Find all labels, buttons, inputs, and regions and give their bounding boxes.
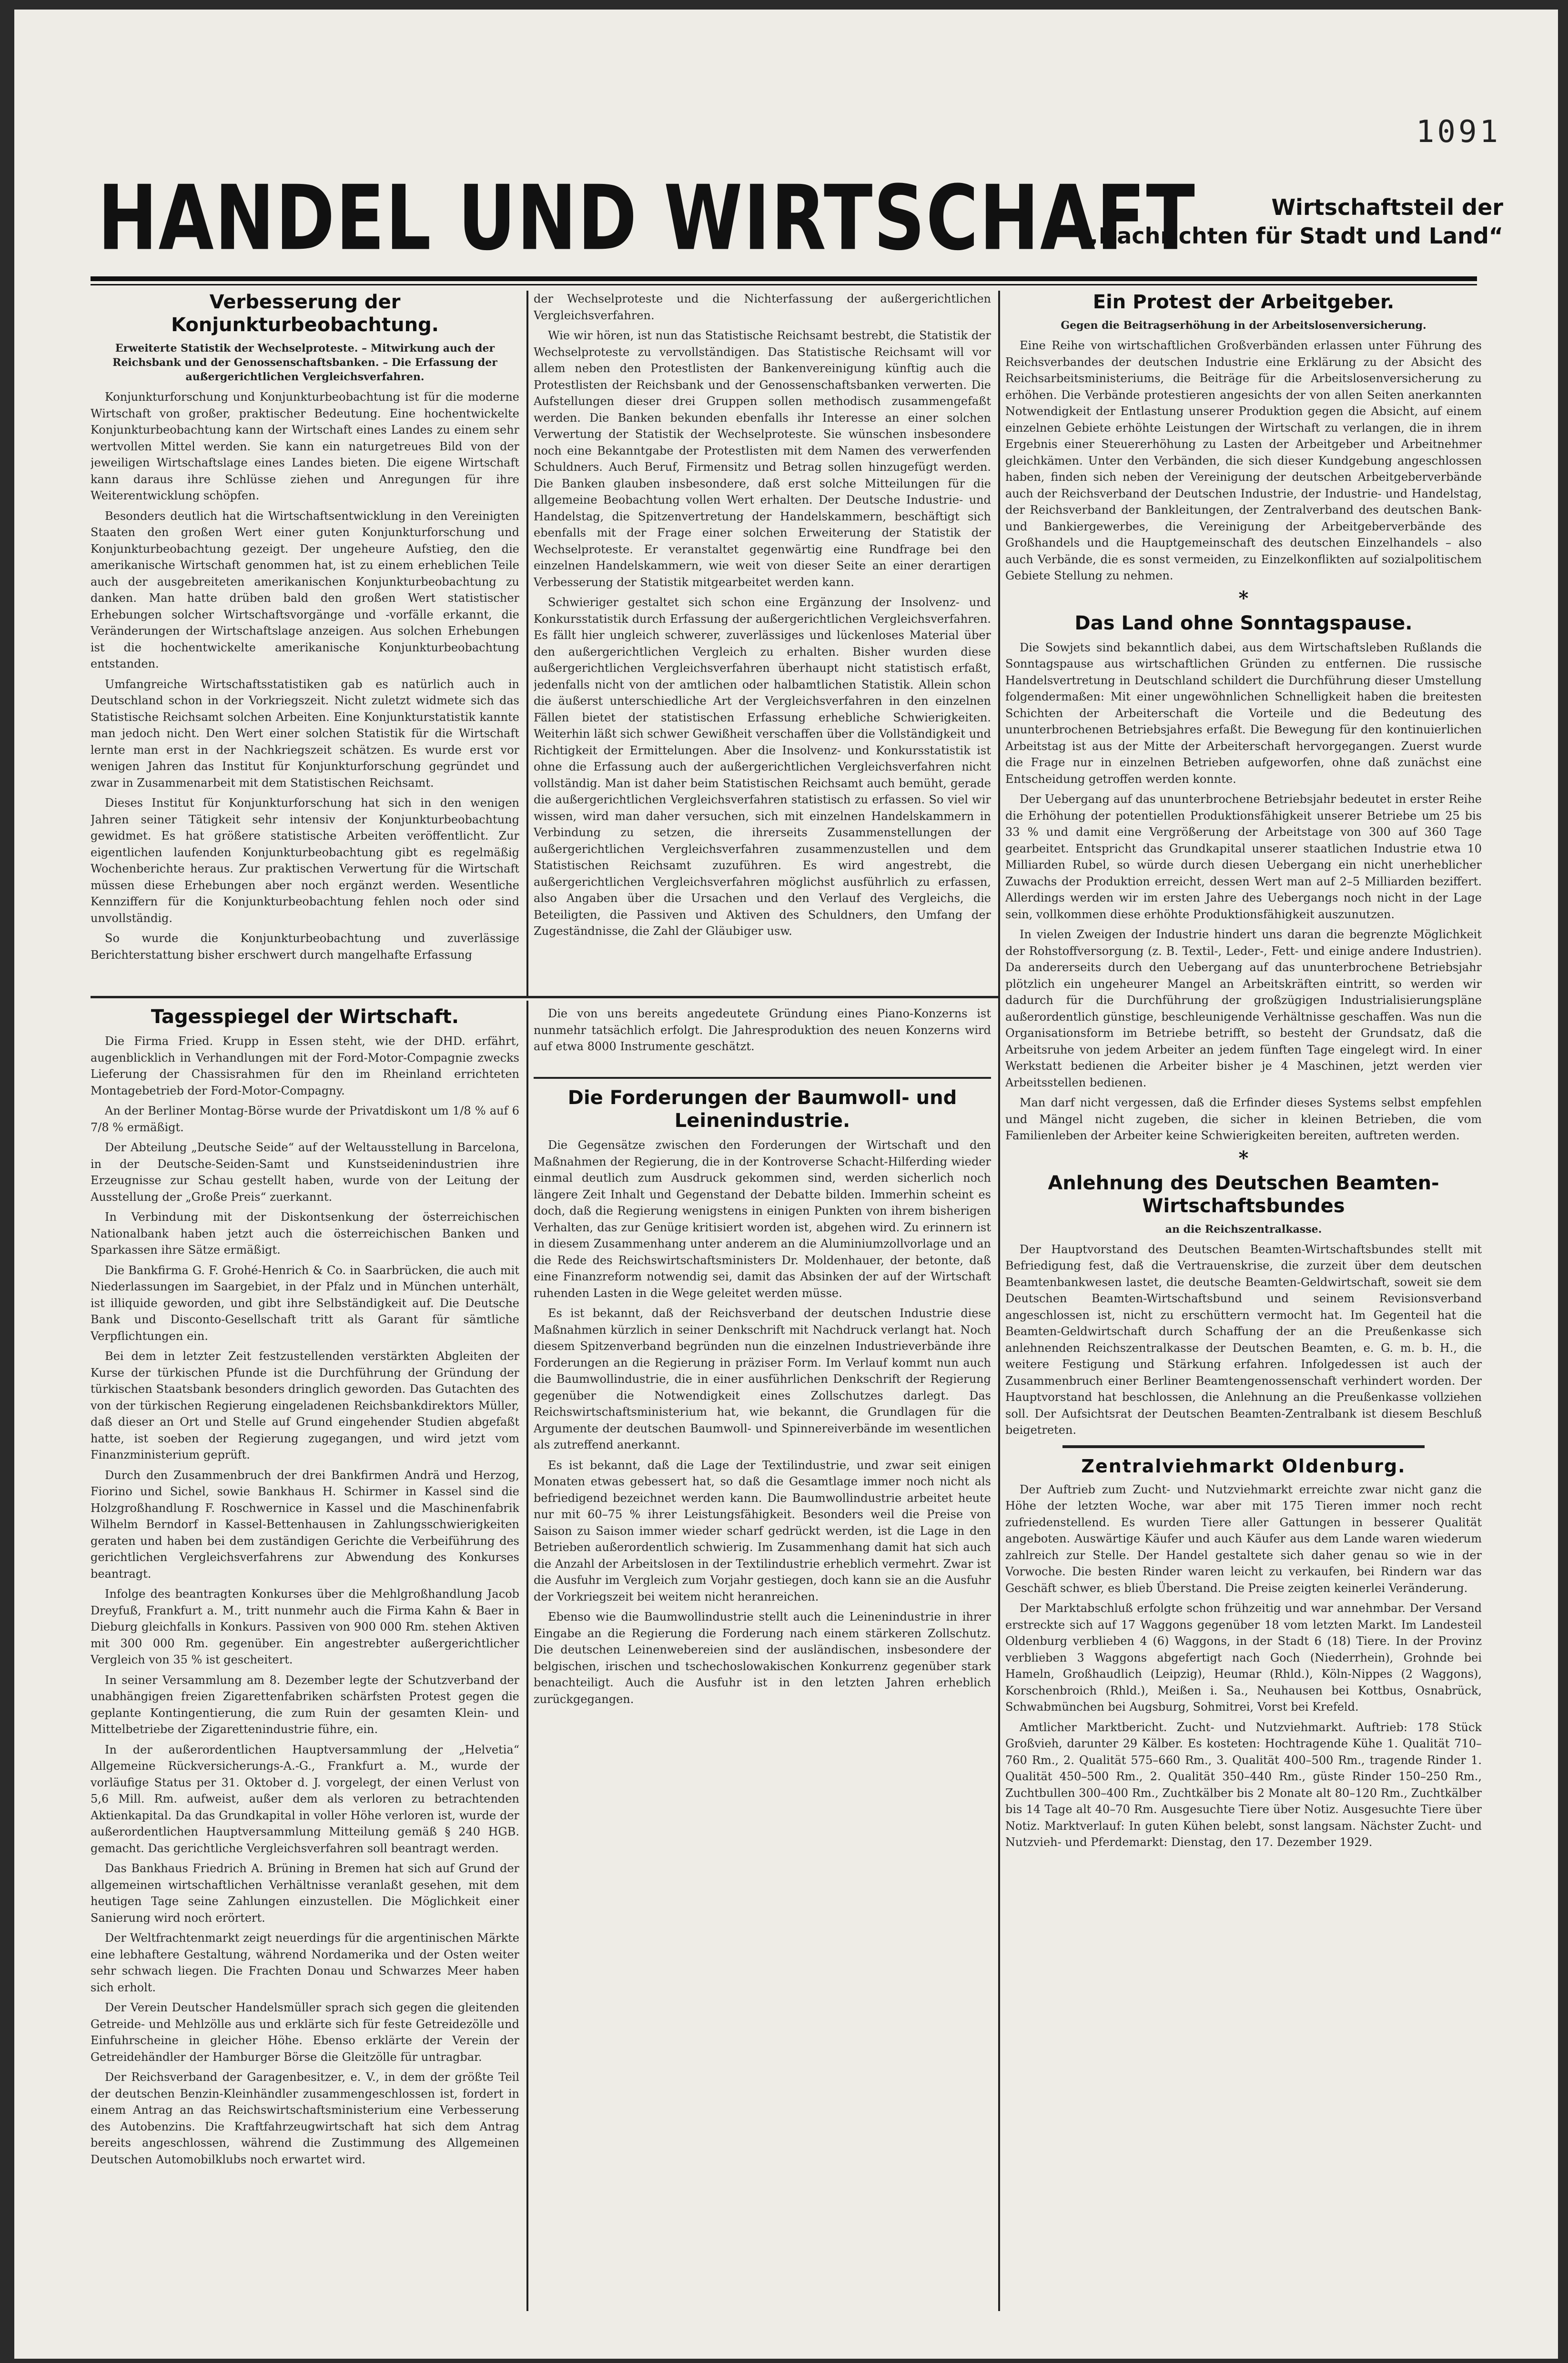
masthead-rule-thin (91, 284, 1477, 285)
paragraph: Wie wir hören, ist nun das Statistische Reichsamt bestrebt, die Statistik der Wechselproteste zu vervollständigen. Das Statistische Reichsamt will vor allem neben den Protestlisten der Bankenvereinigung künftig auch die Protestlisten der Reichsbank und der Genossenschaftsbanken verwerten. Die Aufstellungen dieser drei Gruppen sollen methodisch zusammengefaßt werden. Die Banken bekunden ebenfalls ihr Interesse an einer solchen Verwertung der Statistik der Wechselproteste. Sie wünschen insbesondere noch eine Bekanntgabe der Protestlisten mit dem Namen des verwerfenden Schuldners. Auch Beruf, Firmensitz und Betrag sollen hinzugefügt werden. Die Banken glauben insbesondere, daß erst solche Mitteilungen für die allgemeine Beobachtung vollen Wert erhalten. Der Deutsche Industrie- und Handelstag, die Spitzenvertretung der Handelskammern, beschäftigt sich ebenfalls mit der Frage einer solchen Erweiterung der Statistik der Wechselproteste. Er veranstaltet gegenwärtig eine Rundfrage bei den einzelnen Handelskammern, wie weit von dieser Seite an einer derartigen Verbesserung der Statistik mitgearbeitet werden kann. (534, 329, 991, 589)
paragraph: Es ist bekannt, daß der Reichsverband der deutschen Industrie diese Maßnahmen kürzlich in seiner Denkschrift mit Nachdruck verlangt hat. Noch diesem Spitzenverband begründen nun die einzelnen Industrieverbände ihre Forderungen an die Regierung in präziser Form. Im Verlauf kommt nun auch die Baumwollindustrie, die in einer ausführlichen Denkschrift der Regierung gegenüber die Notwendigkeit eines Zollschutzes darlegt. Das Reichswirtschaftsministerium hat, wie bekannt, die Grundlagen für die Argumente der deutschen Baumwoll- und Spinnereiverbände im wesentlichen als zutreffend anerkannt. (534, 1307, 991, 1451)
article-title: Anlehnung des Deutschen Beamten-Wirtschaftsbundes (1048, 1172, 1439, 1217)
news-item: Der Abteilung „Deutsche Seide“ auf der Weltausstellung in Barcelona, in der Deutsche-Seiden-Samt und Kunstseidenindustrien ihre Erzeugnisse zur Schau gestellt haben, wurde von der Leitung der Ausstellung der „Große Preis“ zuerkannt. (91, 1141, 519, 1204)
paragraph: Ebenso wie die Baumwollindustrie stellt auch die Leinenindustrie in ihrer Eingabe an die Regierung die Forderung nach einem stärkeren Zollschutz. Die deutschen Leinenwebereien sind der ausländischen, insbesondere der belgischen, irischen und tschechoslowakischen Konkurrenz gegenüber stark benachteiligt. Auch die Ausfuhr ist in den letzten Jahren erheblich zurückgegangen. (534, 1610, 991, 1706)
article-arbeitgeber (1005, 291, 1482, 584)
page-number: 1091 (1416, 114, 1501, 150)
article-title: Tagesspiegel der Wirtschaft. (151, 1006, 459, 1028)
paragraph: Die Sowjets sind bekanntlich dabei, aus dem Wirtschaftsleben Rußlands die Sonntagspause aus wirtschaftlichen Gründen zu entfernen. Die russische Handelsvertretung in Deutschland schildert die Durchführung dieser Umstellung folgendermaßen: Mit einer ungewöhnlichen Schnelligkeit haben die breitesten Schichten der Arbeiterschaft die Vorteile und die Bedeutung des ununterbrochenen Betriebsjahres erfaßt. Die Bewegung für den kontinuierlichen Arbeitstag ist aus der Mitte der Arbeiterschaft hervorgegangen. Zuerst wurde die Frage nur in einzelnen Betrieben aufgeworfen, ohne daß zunächst eine Entscheidung getroffen werden konnte. (1005, 640, 1482, 786)
article-baumwolle (534, 1086, 991, 2311)
article-oldenburg (1005, 1456, 1482, 1851)
paragraph: Schwieriger gestaltet sich schon eine Ergänzung der Insolvenz- und Konkursstatistik durch Erfassung der außergerichtlichen Vergleichsverfahren. Es fällt hier ungleich schwerer, zuverlässiges und lückenloses Material über den außergerichtlichen Vergleich zu erhalten. Bisher wurden diese außergerichtlichen Vergleichsverfahren überhaupt nicht statistisch erfaßt, jedenfalls nicht von der amtlichen oder halbamtlichen Statistik. Allein schon die äußerst unterschiedliche Art der Vergleichsverfahren in den einzelnen Fällen bietet der statistischen Erfassung erhebliche Schwierigkeiten. Weiterhin läßt sich schwer Gewißheit verschaffen über die Vollständigkeit und Richtigkeit der Ermittelungen. Aber die Insolvenz- und Konkursstatistik ist ohne die Erfassung auch der außergerichtlichen Vergleichsverfahren nicht vollständig. Man ist daher beim Statistischen Reichsamt auch bemüht, gerade die außergerichtlichen Vergleichsverfahren statistisch zu erfassen. So viel wir wissen, wird man daher versuchen, sich mit einzelnen Handelskammern in Verbindung zu setzen, die ihrerseits Zusammenstellungen der außergerichtlichen Vergleichsverfahren zusammenzustellen und dem Statistischen Reichsamt zuzuführen. Es wird angestrebt, die außergerichtlichen Vergleichsverfahren möglichst ausführlich zu erfassen, also Angaben über die Ursachen und den Verlauf des Vergleichs, die Beteiligten, die Passiven und Aktiven des Schuldners, den Umfang der Zugeständnisse, die Zahl der Gläubiger usw. (534, 596, 991, 938)
article-piano (534, 1005, 991, 1082)
paragraph: So wurde die Konjunkturbeobachtung und zuverlässige Berichterstattung bisher erschwert durch mangelhafte Erfassung (91, 932, 519, 962)
news-item: Die Bankfirma G. F. Grohé-Henrich & Co. in Saarbrücken, die auch mit Niederlassungen im Saargebiet, in der Pfalz und in München unterhält, ist illiquide geworden, und gibt ihre Selbständigkeit auf. Die Deutsche Bank und Disconto-Gesellschaft tritt als Garant für sämtliche Verpflichtungen ein. (91, 1263, 519, 1343)
paragraph: Die von uns bereits angedeutete Gründung eines Piano-Konzerns ist nunmehr tatsächlich erfolgt. Die Jahresproduktion des neuen Konzerns wird auf etwa 8000 Instrumente geschätzt. (534, 1007, 991, 1053)
paragraph: In vielen Zweigen der Industrie hindert uns daran die begrenzte Möglichkeit der Rohstoffversorgung (z. B. Textil-, Leder-, Fett- und einige andere Industrien). Da andererseits durch den Uebergang auf das ununterbrochene Betriebsjahr plötzlich ein ungeheurer Mangel an Arbeitskräften eintritt, so werden wir dadurch für die Durchführung der großzügigen Industrialisierungspläne außerordentlich günstige, beschleunigende Verhältnisse geschaffen. Was nun die Organisationsform im Betriebe betrifft, so besteht der Grundsatz, daß die Arbeitsruhe von jedem Arbeiter an jedem fünften Tage eingelegt wird. In einer Werkstatt bedienen die Arbeiter bisher je 4 Maschinen, jetzt werden vier Arbeitsstellen bedienen. (1005, 928, 1482, 1089)
masthead-subtitle (1084, 193, 1503, 250)
news-item: Bei dem in letzter Zeit festzustellenden verstärkten Abgleiten der Kurse der türkischen Pfunde ist die Durchführung der Gründung der türkischen Staatsbank besonders dringlich geworden. Das Gutachten des von der türkischen Regierung eingeladenen Reichsbankdirektors Müller, daß dieser an Ort und Stelle auf Grund eingehender Studien abgefaßt hatte, ist soeben der Regierung zugegangen, und wird jetzt vom Finanzministerium geprüft. (91, 1349, 519, 1461)
column-divider (526, 291, 528, 996)
paragraph: Eine Reihe von wirtschaftlichen Großverbänden erlassen unter Führung des Reichsverbandes der deutschen Industrie eine Erklärung zu der Absicht des Reichsarbeitsministeriums, die Beiträge für die Arbeitslosenversicherung zu erhöhen. Die Verbände protestieren angesichts der von allen Seiten anerkannten Notwendigkeit der Entlastung unserer Produktion gegen die Absicht, auf einem einzelnen Gebiete erhöhte Leistungen der Wirtschaft zu verlangen, die in ihrem Ergebnis einer Steuererhöhung zu Lasten der Arbeitgeber und Arbeitnehmer gleichkämen. Unter den Verbänden, die sich dieser Kundgebung angeschlossen haben, finden sich neben der Vereinigung der deutschen Arbeitgeberverbände auch der Reichsverband der Deutschen Industrie, der Industrie- und Handelstag, der Reichsverband der Bankleitungen, der Zentralverband des deutschen Bank- und Bankiergewerbes, die Vereinigung der Arbeitgeberverbände des Großhandels und die Hauptgemeinschaft des deutschen Einzelhandels – also auch Verbände, die es sonst vermeiden, zu Einzelkonflikten auf sozialpolitischem Gebiete Stellung zu nehmen. (1005, 339, 1482, 582)
newspaper-page (14, 10, 1558, 2359)
news-item: An der Berliner Montag-Börse wurde der Privatdiskont um 1/8 % auf 6 7/8 % ermäßigt. (91, 1104, 519, 1134)
section-divider (1062, 1445, 1425, 1448)
news-item: In Verbindung mit der Diskontsenkung der österreichischen Nationalbank haben jetzt auch die österreichischen Banken und Sparkassen ihre Sätze ermäßigt. (91, 1210, 519, 1257)
news-item: In seiner Versammlung am 8. Dezember legte der Schutzverband der unabhängigen freien Zigarettenfabriken schärfsten Protest gegen die geplante Kontingentierung, die zum Ruin der gesamten Klein- und Mittelbetriebe der Zigarettenindustrie führe, ein. (91, 1673, 519, 1736)
news-item: Durch den Zusammenbruch der drei Bankfirmen Andrä und Herzog, Fiorino und Sichel, sowie Bankhaus H. Schirmer in Kassel sind die Holzgroßhandlung F. Roschwernice in Kassel und die Maschinenfabrik Wilhelm Berndorf in Kassel-Bettenhausen in Zahlungsschwierigkeiten geraten und haben bei dem zuständigen Gerichte die Verbeiführung des gerichtlichen Vergleichsverfahrens zur Abwendung des Konkurses beantragt. (91, 1468, 519, 1581)
news-item: Die Firma Fried. Krupp in Essen steht, wie der DHD. erfährt, augenblicklich in Verhandlungen mit der Ford-Motor-Compagnie zwecks Lieferung der Chassisrahmen für den im Rheinland errichteten Montagebetrieb der Ford-Motor-Compagny. (91, 1034, 519, 1097)
column-divider (526, 1001, 528, 2311)
paragraph: Man darf nicht vergessen, daß die Erfinder dieses Systems selbst empfehlen und Mängel nicht zugeben, die sicher in kleinen Betrieben, die vom Familienleben der Arbeiter keine Schwierigkeiten bereiten, auftreten werden. (1005, 1096, 1482, 1142)
news-item: Der Verein Deutscher Handelsmüller sprach sich gegen die gleitenden Getreide- und Mehlzölle aus und erklärte sich für feste Getreidezölle und Einfuhrscheine in gleicher Höhe. Ebenso erklärte der Verein der Getreidehändler der Hamburger Börse die Gleitzölle für untragbar. (91, 2001, 519, 2064)
masthead-title: HANDEL UND WIRTSCHAFT (98, 167, 1196, 271)
paragraph: Der Hauptvorstand des Deutschen Beamten-Wirtschaftsbundes stellt mit Befriedigung fest, daß die Vertrauenskrise, die zurzeit über dem deutschen Beamtenbankwesen lastet, die deutsche Beamten-Geldwirtschaft, soweit sie dem Deutschen Beamten-Wirtschaftsbund und seinem Revisionsverband angeschlossen ist, nicht zu erschüttern vermocht hat. Im Gegenteil hat die Beamten-Geldwirtschaft durch Schaffung der an die Preußenkasse sich anlehnenden Reichszentralkasse der Deutschen Beamten, e. G. m. b. H., die weitere Festigung und Stärkung erfahren. Infolgedessen ist auch der Zusammenbruch einer Berliner Beamtengenossenschaft verhindert worden. Der Hauptvorstand hat beschlossen, die Anlehnung an die Preußenkasse vollziehen soll. Der Aufsichtsrat der Deutschen Beamten-Zentralbank ist diesem Beschluß beigetreten. (1005, 1242, 1482, 1437)
article-title: Zentralviehmarkt Oldenburg. (1081, 1455, 1406, 1477)
masthead-subtitle-line1: Wirtschaftsteil der (1271, 194, 1503, 220)
paragraph: Besonders deutlich hat die Wirtschaftsentwicklung in den Vereinigten Staaten den großen Wert einer guten Konjunkturforschung und Konjunkturbeobachtung gezeigt. Der ungeheure Aufstieg, den die amerikanische Wirtschaft genommen hat, ist zu einem erheblichen Teile auch der ausgebreiteten amerikanischen Konjunkturbeobachtung zu danken. Man hatte drüben bald den großen Wert statistischer Erhebungen solcher Wirtschaftsvorgänge und -vorfälle erkannt, die Veränderungen der Wirtschaftslage anzeigen. Aus solchen Erhebungen ist die hochentwickelte amerikanische Konjunkturbeobachtung entstanden. (91, 509, 519, 670)
separator-star: * (1238, 1146, 1249, 1169)
separator-star: * (1238, 587, 1249, 609)
news-item: Infolge des beantragten Konkurses über die Mehlgroßhandlung Jacob Dreyfuß, Frankfurt a. M., tritt nunmehr auch die Firma Kahn & Baer in Dieburg gleichfalls in Konkurs. Passiven von 900 000 Rm. stehen Aktiven mit 300 000 Rm. gegenüber. Ein angestrebter außergerichtlicher Vergleich von 35 % ist gescheitert. (91, 1587, 519, 1666)
paragraph: Der Uebergang auf das ununterbrochene Betriebsjahr bedeutet in erster Reihe die Erhöhung der potentiellen Produktionsfähigkeit unserer Betriebe um 25 bis 33 % und damit eine Vergrößerung der Arbeitstage von 300 auf 360 Tage gearbeitet. Entspricht das Grundkapital unserer staatlichen Industrie etwa 10 Milliarden Rubel, so würde durch diesen Uebergang ein nicht unerheblicher Zuwachs der Produktion erreicht, dessen Wert man auf 2–5 Milliarden beziffert. Allerdings werden wir im ersten Jahre des Uebergangs noch nicht in der Lage sein, vollkommen diese erhöhte Produktionsfähigkeit auszunutzen. (1005, 792, 1482, 921)
paragraph: Der Auftrieb zum Zucht- und Nutzviehmarkt erreichte zwar nicht ganz die Höhe der letzten Woche, war aber mit 175 Tieren immer noch recht zufriedenstellend. Es wurden Tiere aller Gattungen in besserer Qualität angeboten. Auswärtige Käufer und auch Käufer aus dem Lande waren wiederum zahlreich zur Stelle. Der Handel gestaltete sich daher genau so wie in der Vorwoche. Die besten Rinder waren leicht zu verkaufen, bei Rindern war das Geschäft schwer, es blieb Überstand. Die Preise zeigten keinerlei Veränderung. (1005, 1482, 1482, 1595)
paragraph: Dieses Institut für Konjunkturforschung hat sich in den wenigen Jahren seiner Tätigkeit sehr intensiv der Konjunkturbeobachtung gewidmet. Es hat größere statistische Arbeiten veröffentlicht. Zur eigentlichen laufenden Konjunkturbeobachtung gibt es regelmäßig Wochenberichte heraus. Zur praktischen Verwertung für die Wirtschaft müssen diese Erhebungen aber noch ergänzt werden. Wesentliche Kennziffern für die Konjunkturbeobachtung fehlen noch oder sind unvollständig. (91, 796, 519, 925)
article-title: Das Land ohne Sonntagspause. (1074, 612, 1413, 634)
section-divider (91, 996, 998, 998)
paragraph: Amtlicher Marktbericht. Zucht- und Nutzviehmarkt. Auftrieb: 178 Stück Großvieh, darunter 29 Kälber. Es kosteten: Hochtragende Kühe 1. Qualität 710–760 Rm., 2. Qualität 575–660 Rm., 3. Qualität 400–500 Rm., tragende Rinder 1. Qualität 450–500 Rm., 2. Qualität 350–440 Rm., güste Rinder 150–250 Rm., Zuchtbullen 300–400 Rm., Zuchtkälber bis 2 Monate alt 80–120 Rm., Zuchtkälber bis 14 Tage alt 40–70 Rm. Ausgesuchte Tiere über Notiz. Ausgesuchte Tiere über Notiz. Marktverlauf: In guten Kühen belebt, sonst langsam. Nächster Zucht- und Nutzvieh- und Pferdemarkt: Dienstag, den 17. Dezember 1929. (1005, 1720, 1482, 1849)
article-title: Ein Protest der Arbeitgeber. (1093, 291, 1395, 313)
news-item: Der Weltfrachtenmarkt zeigt neuerdings für die argentinischen Märkte eine lebhaftere Gestaltung, während Nordamerika und der Osten weiter sehr schwach liegen. Die Frachten Donau und Schwarzes Meer haben sich erholt. (91, 1931, 519, 1994)
masthead-rule (91, 276, 1477, 281)
paragraph: der Wechselproteste und die Nichterfassung der außergerichtlichen Vergleichsverfahren. (534, 292, 991, 322)
paragraph: Es ist bekannt, daß die Lage der Textilindustrie, und zwar seit einigen Monaten etwas gebessert hat, so daß die Gesamtlage immer noch nicht als befriedigend bezeichnet werden kann. Die Baumwollindustrie arbeitet heute nur mit 60–75 % ihrer Leistungsfähigkeit. Besonders weil die Preise von Saison zu Saison immer wieder scharf gedrückt werden, ist die Lage in den Betrieben außerordentlich schwierig. Im Zusammenhang damit hat sich auch die Anzahl der Arbeitslosen in der Textilindustrie erheblich vermehrt. Zwar ist die Ausfuhr im Vergleich zum Vorjahr gestiegen, doch kann sie an die Ausfuhr der Vorkriegszeit bei weitem nicht heranreichen. (534, 1458, 991, 1603)
article-title: Verbesserung der Konjunkturbeobachtung. (171, 291, 439, 336)
paragraph: Umfangreiche Wirtschaftsstatistiken gab es natürlich auch in Deutschland schon in der Vorkriegszeit. Nicht zuletzt widmete sich das Statistische Reichsamt solchen Arbeiten. Eine Konjunkturstatistik kannte man jedoch nicht. Den Wert einer solchen Statistik für die Wirtschaft lernte man erst in der Nachkriegszeit schätzen. Es wurde erst vor wenigen Jahren das Institut für Konjunkturforschung gegründet und zwar in Zusammenarbeit mit dem Statistischen Reichsamt. (91, 677, 519, 790)
paragraph: Konjunkturforschung und Konjunkturbeobachtung ist für die moderne Wirtschaft von großer, praktischer Bedeutung. Eine hochentwickelte Konjunkturbeobachtung kann der Wirtschaft eines Landes zu einem sehr wertvollen Mittel werden. Sie kann ein naturgetreues Bild von der jeweiligen Wirtschaftslage eines Landes bieten. Die eigene Wirtschaft kann daraus ihre Schlüsse ziehen und Anregungen für ihre Weiterentwicklung schöpfen. (91, 390, 519, 502)
article-sonntag (1005, 612, 1482, 1144)
news-item: Das Bankhaus Friedrich A. Brüning in Bremen hat sich auf Grund der allgemeinen wirtschaftlichen Verhältnisse veranlaßt gesehen, mit dem heutigen Tage seine Zahlungen einzustellen. Die Möglichkeit einer Sanierung wird noch erörtert. (91, 1862, 519, 1925)
article-title: Die Forderungen der Baumwoll- und Leinenindustrie. (567, 1087, 957, 1132)
article-subtitle: an die Reichszentralkasse. (1165, 1223, 1322, 1236)
section-divider (534, 1077, 991, 1079)
article-subtitle: Erweiterte Statistik der Wechselproteste. – Mitwirkung auch der Reichsbank und der Genossenschaftsbanken. – Die Erfassung der außergerichtlichen Vergleichsverfahren. (112, 342, 497, 383)
article-konjunktur-continued (534, 291, 991, 991)
column-right (1005, 291, 1482, 2311)
column-divider (998, 291, 1000, 2311)
article-konjunktur (91, 291, 519, 991)
article-subtitle: Gegen die Beitragserhöhung in der Arbeitslosenversicherung. (1061, 319, 1426, 332)
article-tagesspiegel (91, 1005, 519, 2311)
masthead (98, 167, 1503, 286)
news-item: In der außerordentlichen Hauptversammlung der „Helvetia“ Allgemeine Rückversicherungs-A.-G., Frankfurt a. M., wurde der vorläufige Status per 31. Oktober d. J. vorgelegt, der einen Verlust von 5,6 Mill. Rm. aufweist, außer dem als verloren zu betrachtenden Aktienkapital. Da das Grundkapital in voller Höhe verloren ist, wurde der außerordentlichen Hauptversammlung Mitteilung gemäß § 240 HGB. gemacht. Das gerichtliche Vergleichsverfahren soll beantragt werden. (91, 1743, 519, 1855)
news-item: Der Reichsverband der Garagenbesitzer, e. V., in dem der größte Teil der deutschen Benzin-Kleinhändler zusammengeschlossen ist, fordert in einem Antrag an das Reichswirtschaftsministerium eine Verbesserung des Autobenzins. Die Kraftfahrzeugwirtschaft hat sich dem Antrag bereits angeschlossen, während die Zustimmung des Allgemeinen Deutschen Automobilklubs noch erwartet wird. (91, 2070, 519, 2166)
paragraph: Der Marktabschluß erfolgte schon frühzeitig und war annehmbar. Der Versand erstreckte sich auf 17 Waggons gegenüber 18 vom letzten Markt. Im Landesteil Oldenburg verblieben 4 (6) Waggons, in der Stadt 6 (18) Tiere. In der Provinz verblieben 3 Waggons abgefertigt nach Goch (Niederrhein), Grohnde bei Hameln, Großhaudlich (Leipzig), Heumar (Rhld.), Köln-Nippes (2 Waggons), Korschenbroich (Rhld.), Meißen i. Sa., Neuhausen bei Kottbus, Osnabrück, Schwabmünchen bei Augsburg, Sohmitrei, Vorst bei Krefeld. (1005, 1602, 1482, 1714)
masthead-subtitle-line2: „Nachrichten für Stadt und Land“ (1084, 223, 1503, 249)
article-beamten (1005, 1172, 1482, 1439)
paragraph: Die Gegensätze zwischen den Forderungen der Wirtschaft und den Maßnahmen der Regierung, die in der Kontroverse Schacht-Hilferding wieder einmal deutlich zum Ausdruck gekommen sind, werden sicherlich noch längere Zeit Inhalt und Gegenstand der Debatte bilden. Immerhin scheint es doch, daß die Regierung wenigstens in einigen Punkten von ihrem bisherigen Verhalten, das zur Genüge kritisiert worden ist, abgehen wird. Zu erinnern ist in diesem Zusammenhang unter anderem an die Aluminiumzollvorlage und an die Rede des Reichswirtschaftsministers Dr. Moldenhauer, der betonte, daß eine Finanzreform notwendig sei, damit das Absinken der auf der Wirtschaft ruhenden Lasten in die Wege geleitet werden müsse. (534, 1138, 991, 1300)
